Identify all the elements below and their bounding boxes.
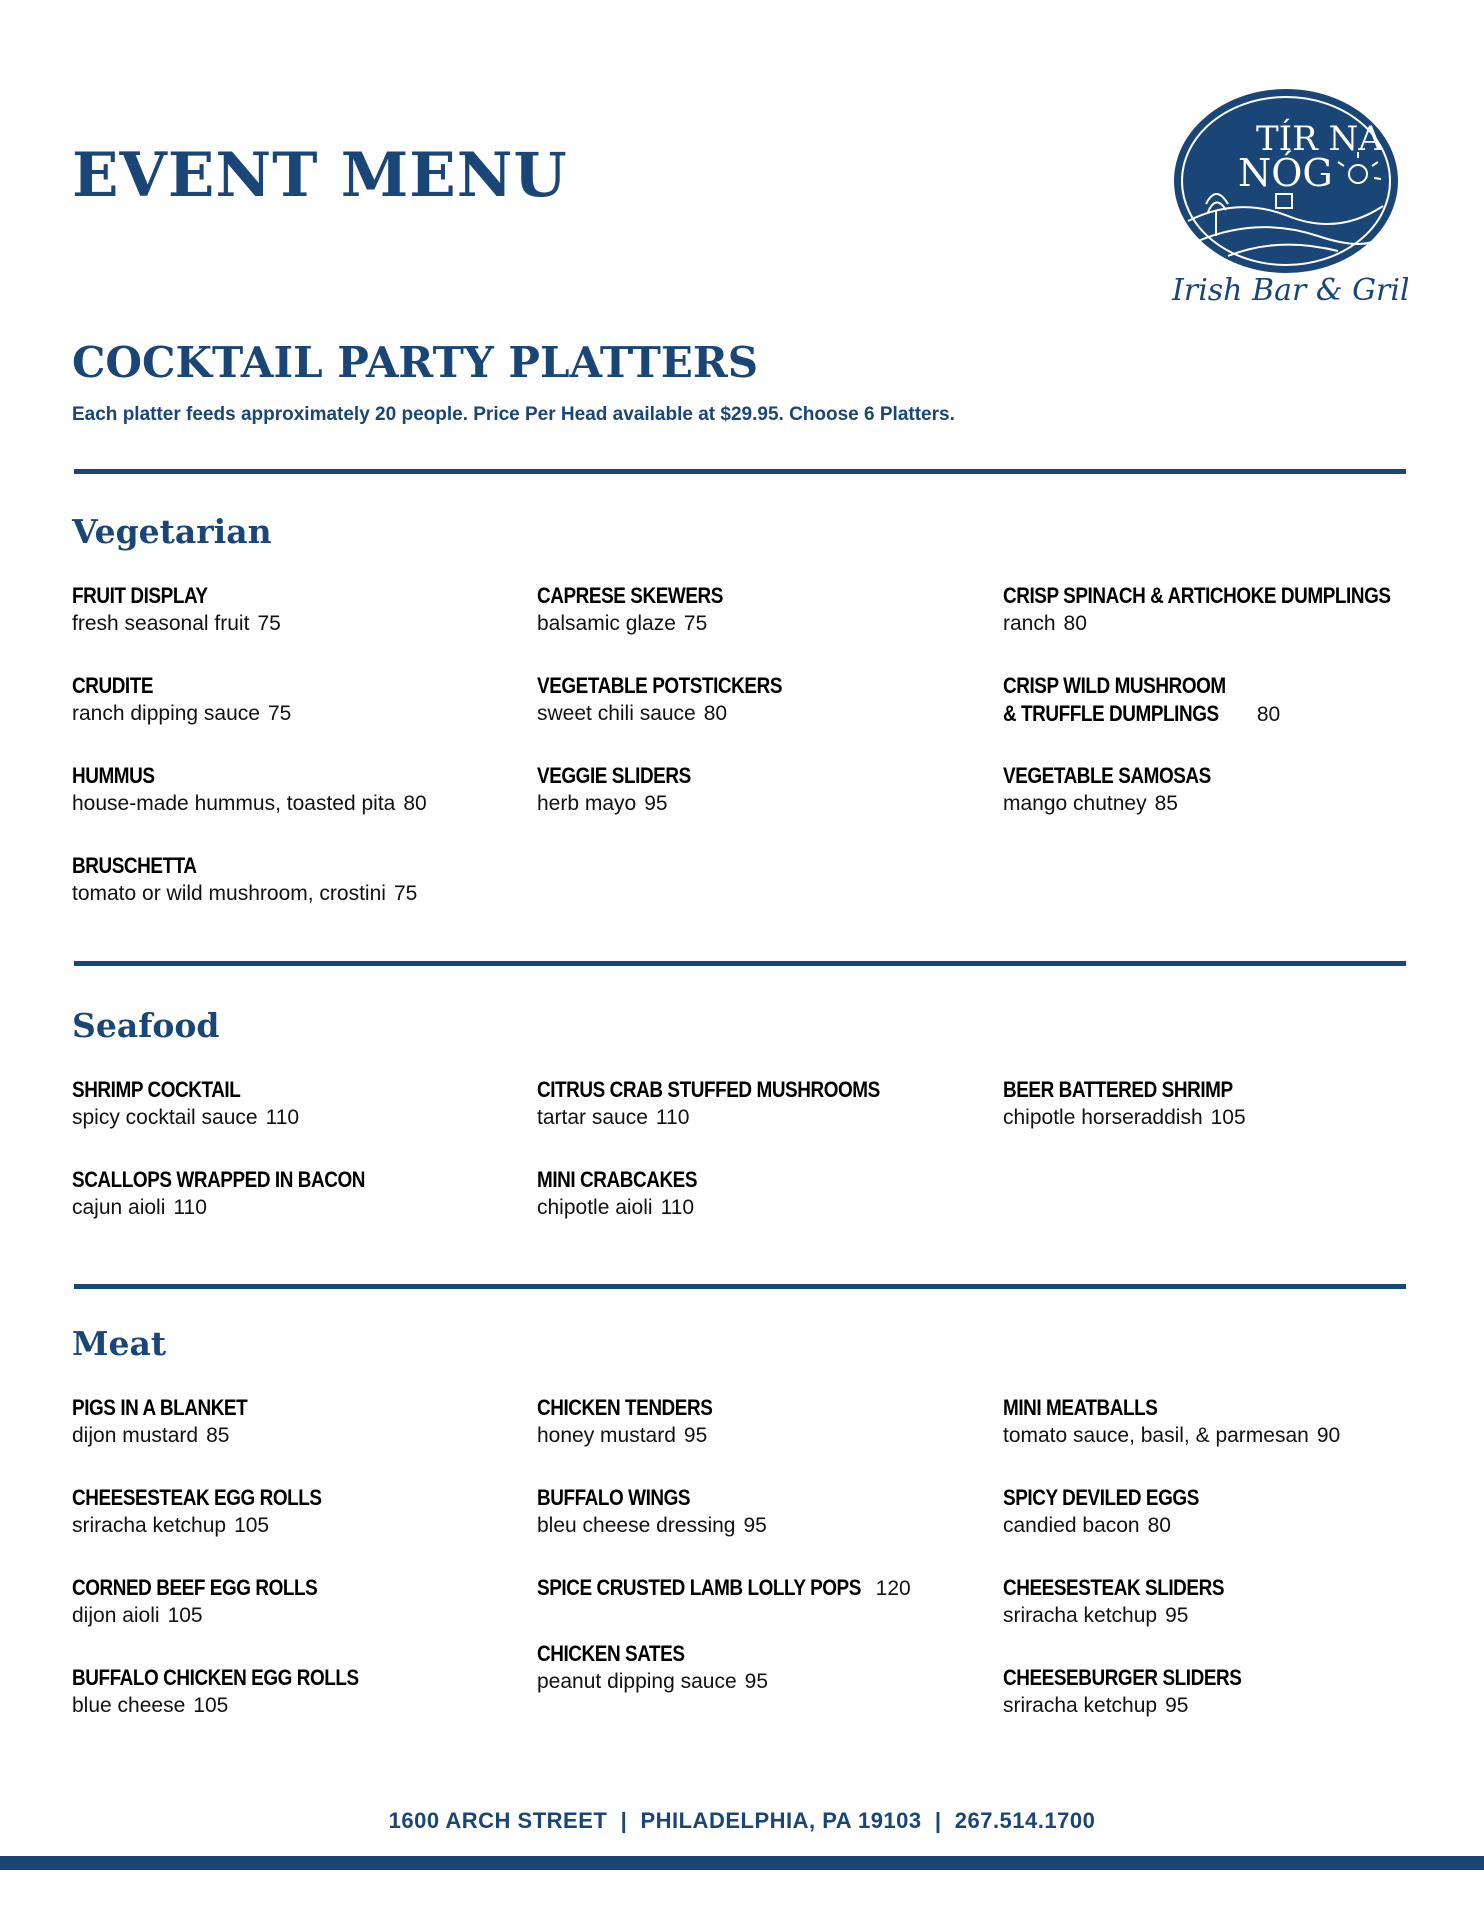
item-desc: house-made hummus, toasted pita	[72, 792, 396, 815]
menu-item	[537, 582, 977, 638]
item-name: CITRUS CRAB STUFFED MUSHROOMS	[537, 1077, 880, 1102]
item-desc: ranch	[1003, 612, 1056, 635]
menu-item	[537, 1484, 977, 1540]
category-title-meat: Meat	[72, 1324, 167, 1363]
item-name: HUMMUS	[72, 763, 155, 788]
item-name: MINI MEATBALLS	[1003, 1395, 1158, 1420]
divider	[74, 1284, 1406, 1289]
item-desc: sweet chili sauce	[537, 702, 696, 725]
item-price: 90	[1316, 1424, 1341, 1447]
logo-emblem	[1168, 86, 1408, 316]
menu-item	[537, 1394, 977, 1450]
item-price: 105	[167, 1604, 203, 1627]
item-name: VEGETABLE POTSTICKERS	[537, 673, 783, 698]
item-name: & TRUFFLE DUMPLINGS	[1003, 701, 1219, 726]
menu-item	[1003, 1076, 1443, 1132]
item-desc: tomato sauce, basil, & parmesan	[1003, 1424, 1309, 1447]
meat-column-3	[1003, 1394, 1443, 1754]
menu-item	[72, 1076, 512, 1132]
menu-item	[72, 1664, 512, 1720]
item-desc: peanut dipping sauce	[537, 1670, 737, 1693]
item-price: 80	[1256, 703, 1281, 726]
item-name: MINI CRABCAKES	[537, 1167, 698, 1192]
menu-item	[1003, 1574, 1443, 1630]
item-price: 75	[267, 702, 292, 725]
vegetarian-column-2	[537, 582, 977, 852]
item-price: 75	[257, 612, 281, 635]
item-price: 110	[655, 1106, 690, 1129]
item-desc: mango chutney	[1003, 792, 1147, 815]
item-desc: sriracha ketchup	[72, 1514, 227, 1537]
item-price: 105	[193, 1694, 229, 1717]
item-desc: herb mayo	[537, 792, 637, 815]
item-desc: dijon aioli	[72, 1604, 160, 1627]
item-price: 80	[403, 792, 427, 815]
item-name: CHEESESTEAK SLIDERS	[1003, 1575, 1225, 1600]
item-price: 95	[1165, 1694, 1189, 1717]
item-price: 95	[644, 792, 668, 815]
menu-item	[537, 672, 977, 728]
seafood-column-2	[537, 1076, 977, 1256]
item-name: BEER BATTERED SHRIMP	[1003, 1077, 1233, 1102]
item-price: 105	[234, 1514, 270, 1537]
item-name: CHEESEBURGER SLIDERS	[1003, 1665, 1242, 1690]
item-desc: balsamic glaze	[537, 612, 676, 635]
item-price: 110	[265, 1106, 300, 1129]
item-price: 80	[1063, 612, 1087, 635]
menu-item	[537, 762, 977, 818]
menu-item	[72, 1394, 512, 1450]
item-desc: ranch dipping sauce	[72, 702, 260, 725]
seafood-column-1	[72, 1076, 512, 1256]
section-subtitle: Each platter feeds approximately 20 people. Price Per Head available at $29.95. Choose 6 Platters.	[72, 404, 955, 425]
item-desc: bleu cheese dressing	[537, 1514, 736, 1537]
item-name: SPICE CRUSTED LAMB LOLLY POPS	[537, 1575, 861, 1600]
item-price: 95	[683, 1424, 708, 1447]
item-name: SCALLOPS WRAPPED IN BACON	[72, 1167, 366, 1192]
item-name: CRISP WILD MUSHROOM	[1003, 673, 1226, 698]
item-name: FRUIT DISPLAY	[72, 583, 208, 608]
item-name: CORNED BEEF EGG ROLLS	[72, 1575, 318, 1600]
menu-item	[72, 1484, 512, 1540]
menu-item	[1003, 762, 1443, 818]
menu-item	[1003, 1394, 1443, 1450]
item-price: 95	[1165, 1604, 1189, 1627]
logo-line1: TÍR NA	[1256, 119, 1383, 159]
item-name: CHICKEN TENDERS	[537, 1395, 713, 1420]
item-name: CHEESESTEAK EGG ROLLS	[72, 1485, 322, 1510]
item-desc: tartar sauce	[537, 1106, 648, 1129]
item-desc: sriracha ketchup	[1003, 1694, 1158, 1717]
item-price: 80	[703, 702, 728, 725]
item-name: SPICY DEVILED EGGS	[1003, 1485, 1199, 1510]
item-name: BUFFALO WINGS	[537, 1485, 691, 1510]
vegetarian-column-3	[1003, 582, 1443, 852]
item-name: CRISP SPINACH & ARTICHOKE DUMPLINGS	[1003, 583, 1391, 608]
item-desc: chipotle horseraddish	[1003, 1106, 1203, 1129]
vegetarian-column-1	[72, 582, 512, 942]
tir-na-nog-logo	[1168, 86, 1408, 316]
section-heading: COCKTAIL PARTY PLATTERS	[72, 338, 759, 387]
menu-item	[537, 1166, 977, 1222]
item-price: 75	[683, 612, 708, 635]
seafood-column-3	[1003, 1076, 1443, 1166]
item-name: CRUDITE	[72, 673, 154, 698]
item-name: VEGETABLE SAMOSAS	[1003, 763, 1211, 788]
item-desc: cajun aioli	[72, 1196, 166, 1219]
footer-address: 1600 ARCH STREET | PHILADELPHIA, PA 19103 | 267.514.1700	[388, 1808, 1096, 1833]
item-price: 85	[206, 1424, 230, 1447]
item-price: 105	[1210, 1106, 1246, 1129]
logo-line2: NÓG	[1238, 151, 1333, 195]
menu-item	[72, 852, 512, 908]
item-desc: candied bacon	[1003, 1514, 1140, 1537]
item-desc: blue cheese	[72, 1694, 186, 1717]
item-price: 95	[743, 1514, 767, 1537]
divider	[74, 469, 1406, 474]
menu-item	[72, 1574, 512, 1630]
item-name: CAPRESE SKEWERS	[537, 583, 723, 608]
meat-column-2	[537, 1394, 977, 1730]
menu-item	[1003, 672, 1443, 728]
menu-item	[1003, 1484, 1443, 1540]
item-desc: sriracha ketchup	[1003, 1604, 1158, 1627]
item-name: VEGGIE SLIDERS	[537, 763, 691, 788]
item-price: 80	[1147, 1514, 1171, 1537]
item-name: BRUSCHETTA	[72, 853, 197, 878]
item-price: 75	[393, 882, 418, 905]
category-title-vegetarian: Vegetarian	[72, 512, 272, 551]
item-desc: tomato or wild mushroom, crostini	[72, 882, 386, 905]
item-name: PIGS IN A BLANKET	[72, 1395, 248, 1420]
item-price: 95	[744, 1670, 769, 1693]
menu-item	[72, 582, 512, 638]
menu-item	[1003, 1664, 1443, 1720]
item-name: BUFFALO CHICKEN EGG ROLLS	[72, 1665, 359, 1690]
item-desc: spicy cocktail sauce	[72, 1106, 258, 1129]
menu-item	[537, 1076, 977, 1132]
menu-item	[537, 1640, 977, 1696]
meat-column-1	[72, 1394, 512, 1754]
menu-item	[537, 1574, 977, 1602]
page-title: EVENT MENU	[72, 140, 568, 211]
item-price: 110	[173, 1196, 207, 1219]
item-price: 120	[875, 1577, 911, 1600]
category-title-seafood: Seafood	[72, 1006, 220, 1045]
footer-bar	[0, 1856, 1484, 1870]
item-price: 110	[660, 1196, 695, 1219]
item-desc: chipotle aioli	[537, 1196, 653, 1219]
menu-item	[1003, 582, 1443, 638]
menu-item	[72, 762, 512, 818]
item-name: SHRIMP COCKTAIL	[72, 1077, 241, 1102]
logo-tagline: Irish Bar & Grill	[1172, 273, 1408, 308]
item-desc: dijon mustard	[72, 1424, 199, 1447]
item-name: CHICKEN SATES	[537, 1641, 685, 1666]
item-desc: fresh seasonal fruit	[72, 612, 250, 635]
menu-item	[72, 1166, 512, 1222]
item-desc: honey mustard	[537, 1424, 676, 1447]
item-price: 85	[1154, 792, 1178, 815]
divider	[74, 961, 1406, 966]
menu-item	[72, 672, 512, 728]
